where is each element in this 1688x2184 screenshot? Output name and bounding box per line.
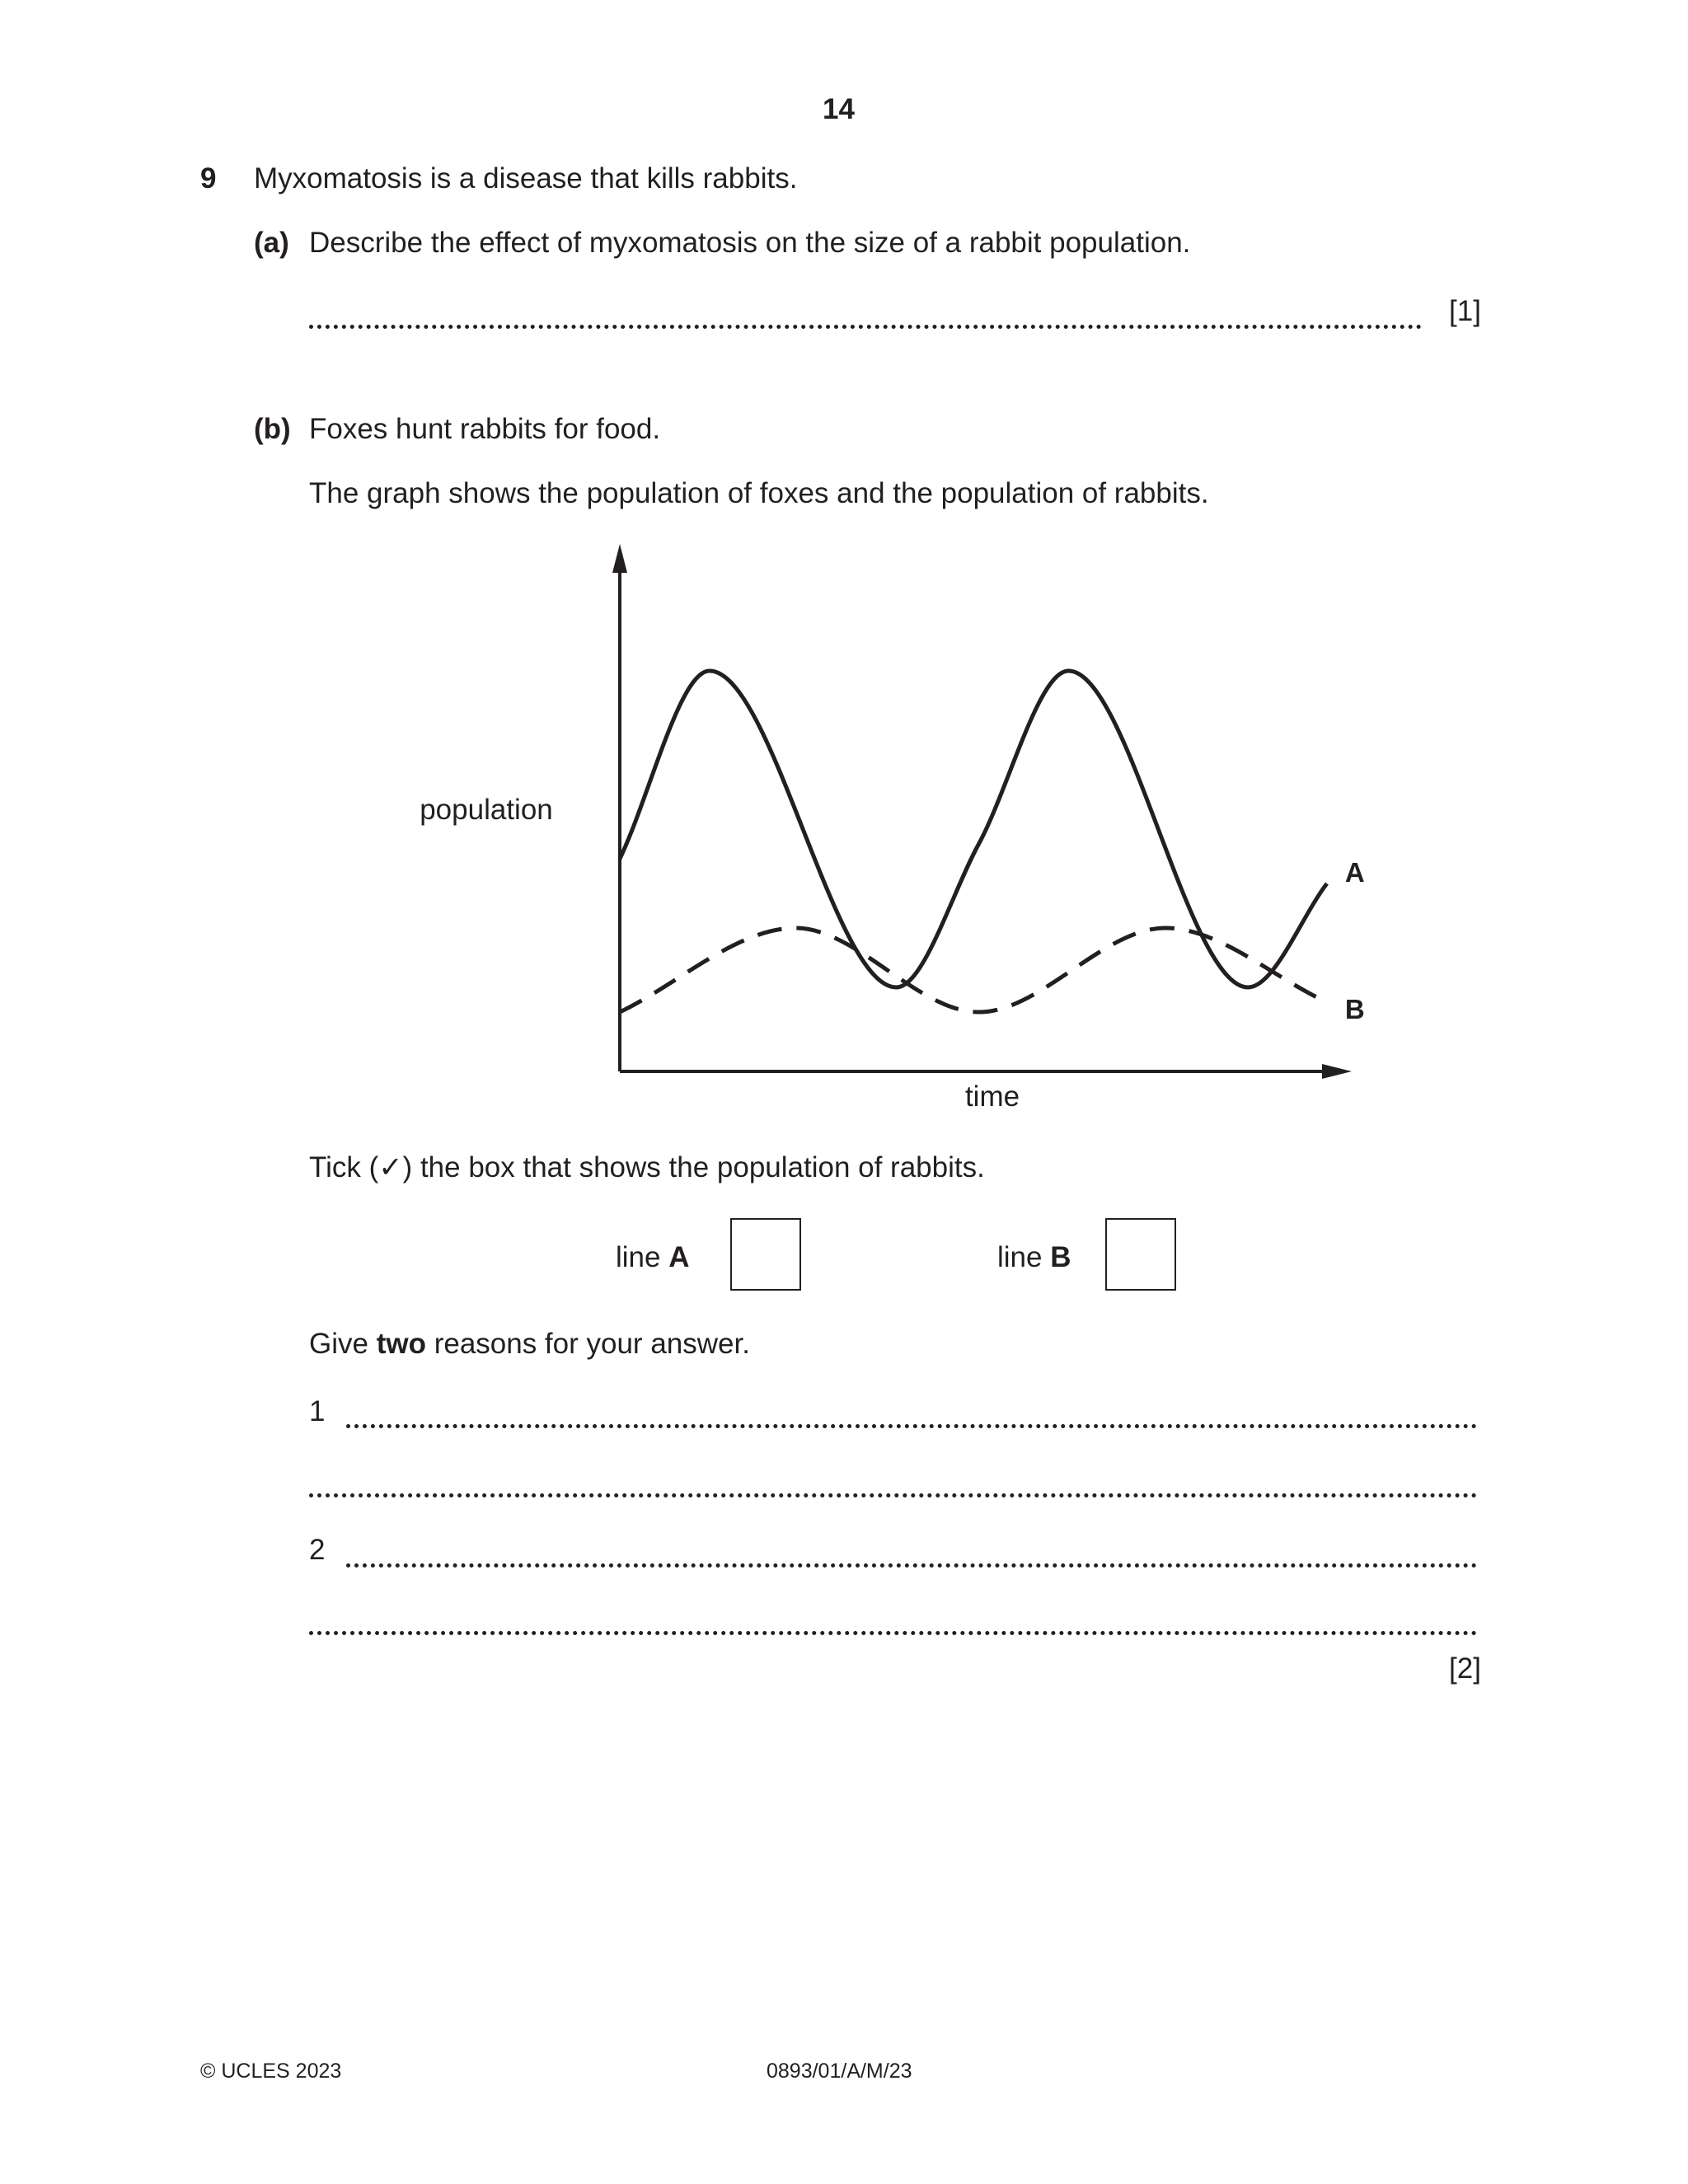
x-axis-arrowhead — [1322, 1064, 1352, 1079]
graph-axes — [612, 544, 1352, 1079]
tick-box-line-b[interactable] — [1105, 1218, 1176, 1291]
part-a-marks: [1] — [1449, 295, 1481, 327]
answer-line-1a[interactable] — [346, 1424, 1477, 1428]
answer-line-2a[interactable] — [346, 1563, 1477, 1568]
option-line-a-label: line A — [616, 1241, 690, 1273]
reason-2-label: 2 — [309, 1534, 326, 1566]
y-axis-arrowhead — [612, 544, 627, 573]
series-label-b: B — [1344, 994, 1365, 1024]
tick-instruction: Tick (✓) the box that shows the population of rabbits. — [309, 1151, 985, 1183]
question-stem: Myxomatosis is a disease that kills rabbits. — [254, 162, 798, 194]
series-line-a — [620, 671, 1327, 987]
reason-1-label: 1 — [309, 1395, 326, 1427]
footer-copyright: © UCLES 2023 — [200, 2060, 342, 2083]
part-b-marks: [2] — [1449, 1652, 1481, 1685]
series-label-a: A — [1344, 857, 1365, 888]
part-a-label: (a) — [254, 227, 289, 259]
reasons-instruction: Give two reasons for your answer. — [309, 1328, 750, 1360]
page-number: 14 — [823, 93, 855, 125]
answer-line-2b[interactable] — [309, 1631, 1477, 1635]
question-number: 9 — [200, 162, 217, 194]
graph-intro: The graph shows the population of foxes and the population of rabbits. — [309, 477, 1209, 509]
part-b-label: (b) — [254, 413, 291, 445]
y-axis-label: population — [420, 794, 553, 826]
answer-line-1b[interactable] — [309, 1493, 1477, 1497]
option-line-b-label: line B — [997, 1241, 1071, 1273]
x-axis-label: time — [964, 1080, 1020, 1113]
tick-box-line-a[interactable] — [730, 1218, 801, 1291]
footer-paper-code: 0893/01/A/M/23 — [767, 2060, 912, 2083]
part-a-text: Describe the effect of myxomatosis on the size of a rabbit population. — [309, 227, 1191, 259]
part-b-intro: Foxes hunt rabbits for food. — [309, 413, 661, 445]
